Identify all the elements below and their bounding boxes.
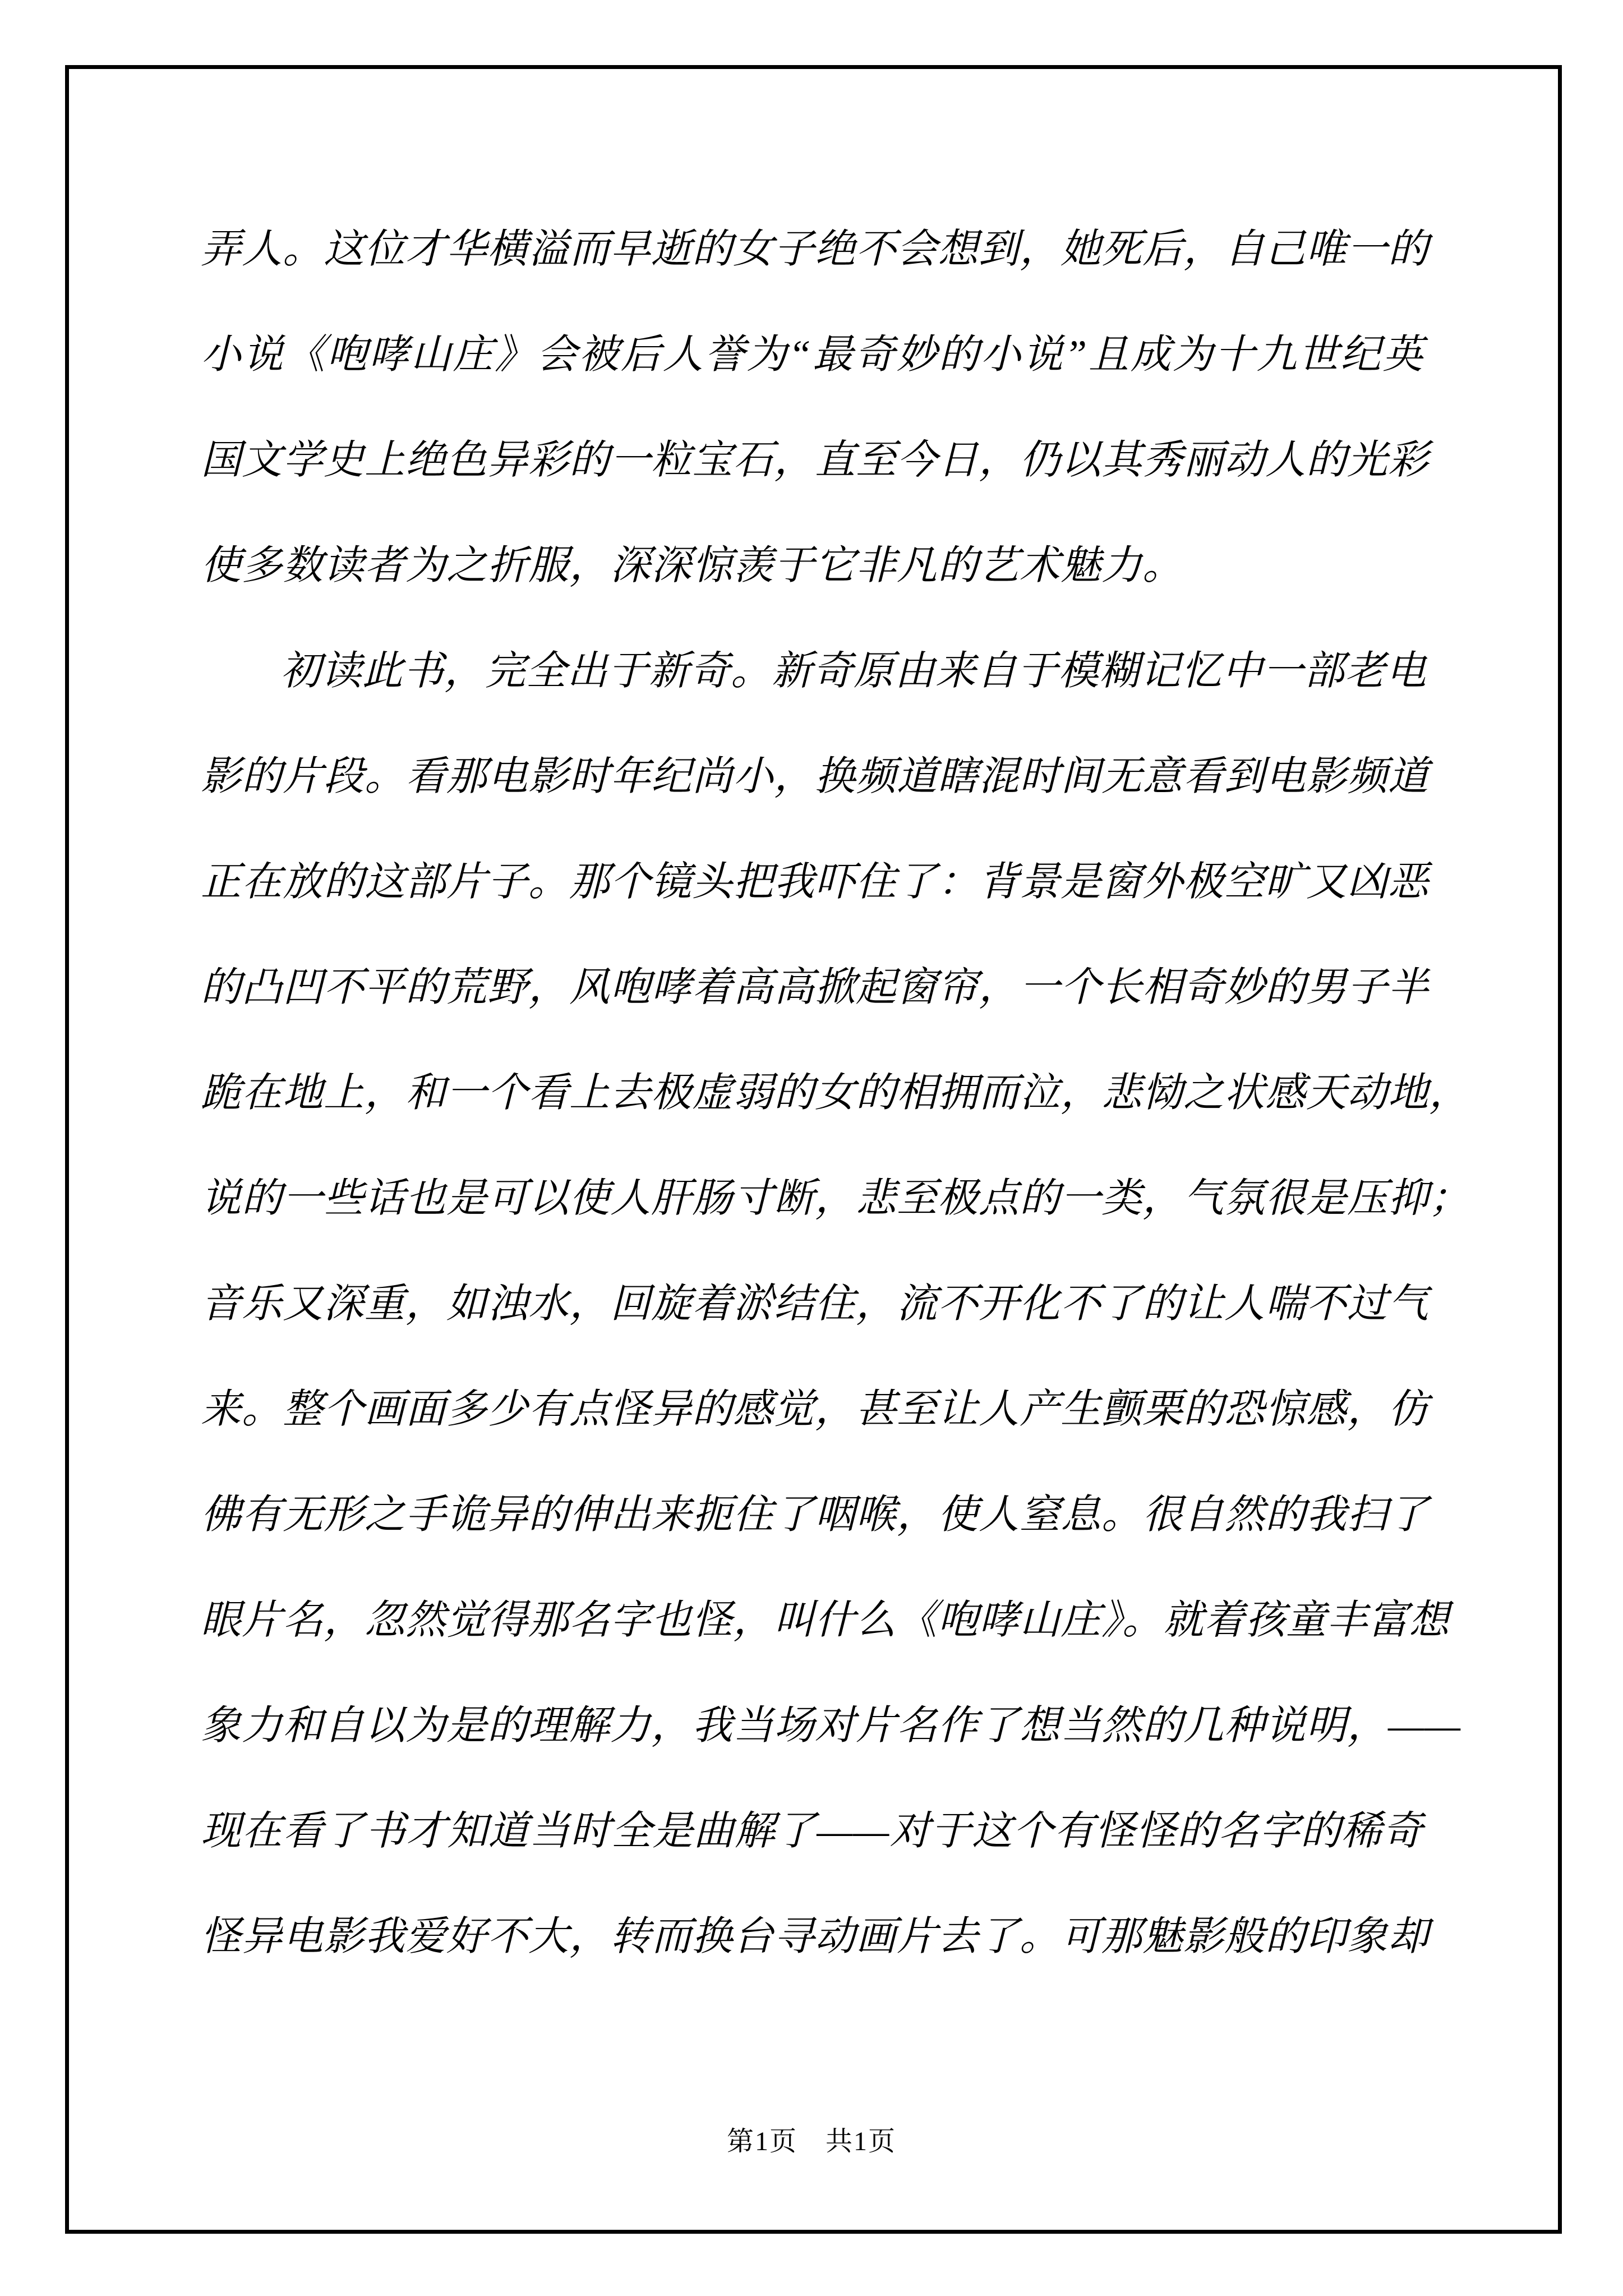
- text-line: 怪异电影我爱好不大，转而换台寻动画片去了。可那魅影般的印象却: [201, 1914, 1430, 1959]
- text-line: 初读此书，完全出于新奇。新奇原由来自于模糊记忆中一部老电: [280, 648, 1427, 693]
- text-line: 说的一些话也是可以使人肝肠寸断，悲至极点的一类，气氛很是压抑；: [201, 1176, 1470, 1221]
- text-line: 象力和自以为是的理解力，我当场对片名作了想当然的几种说明，——: [201, 1703, 1461, 1748]
- text-line: 弄人。这位才华横溢而早逝的女子绝不会想到，她死后，自己唯一的: [201, 227, 1430, 272]
- text-line: 来。整个画面多少有点怪异的感觉，甚至让人产生颤栗的恐惊感，仿: [201, 1387, 1430, 1432]
- document-body: [201, 196, 1470, 1989]
- text-line: 影的片段。看那电影时年纪尚小，换频道瞎混时间无意看到电影频道: [201, 754, 1430, 799]
- text-line: 音乐又深重，如浊水，回旋着淤结住，流不开化不了的让人喘不过气: [201, 1281, 1430, 1326]
- text-line: 跪在地上，和一个看上去极虚弱的女的相拥而泣，悲恸之状感天动地，: [201, 1070, 1470, 1115]
- text-line: 使多数读者为之折服，深深惊羡于它非凡的艺术魅力。: [201, 543, 1184, 588]
- text-line: 国文学史上绝色异彩的一粒宝石，直至今日，仍以其秀丽动人的光彩: [201, 438, 1430, 482]
- text-line: 正在放的这部片子。那个镜头把我吓住了：背景是窗外极空旷又凶恶: [201, 859, 1430, 904]
- text-line: 小说《咆哮山庄》会被后人誉为“最奇妙的小说”且成为十九世纪英: [201, 332, 1423, 377]
- text-line: 眼片名，忽然觉得那名字也怪，叫什么《咆哮山庄》。就着孩童丰富想: [201, 1598, 1450, 1642]
- page-number-footer: 第1页 共1页: [726, 2127, 896, 2156]
- text-line: 佛有无形之手诡异的伸出来扼住了咽喉，使人窒息。很自然的我扫了: [201, 1492, 1430, 1537]
- text-line: 现在看了书才知道当时全是曲解了——对于这个有怪怪的名字的稀奇: [201, 1809, 1423, 1853]
- text-line: 的凸凹不平的荒野，风咆哮着高高掀起窗帘，一个长相奇妙的男子半: [201, 965, 1430, 1010]
